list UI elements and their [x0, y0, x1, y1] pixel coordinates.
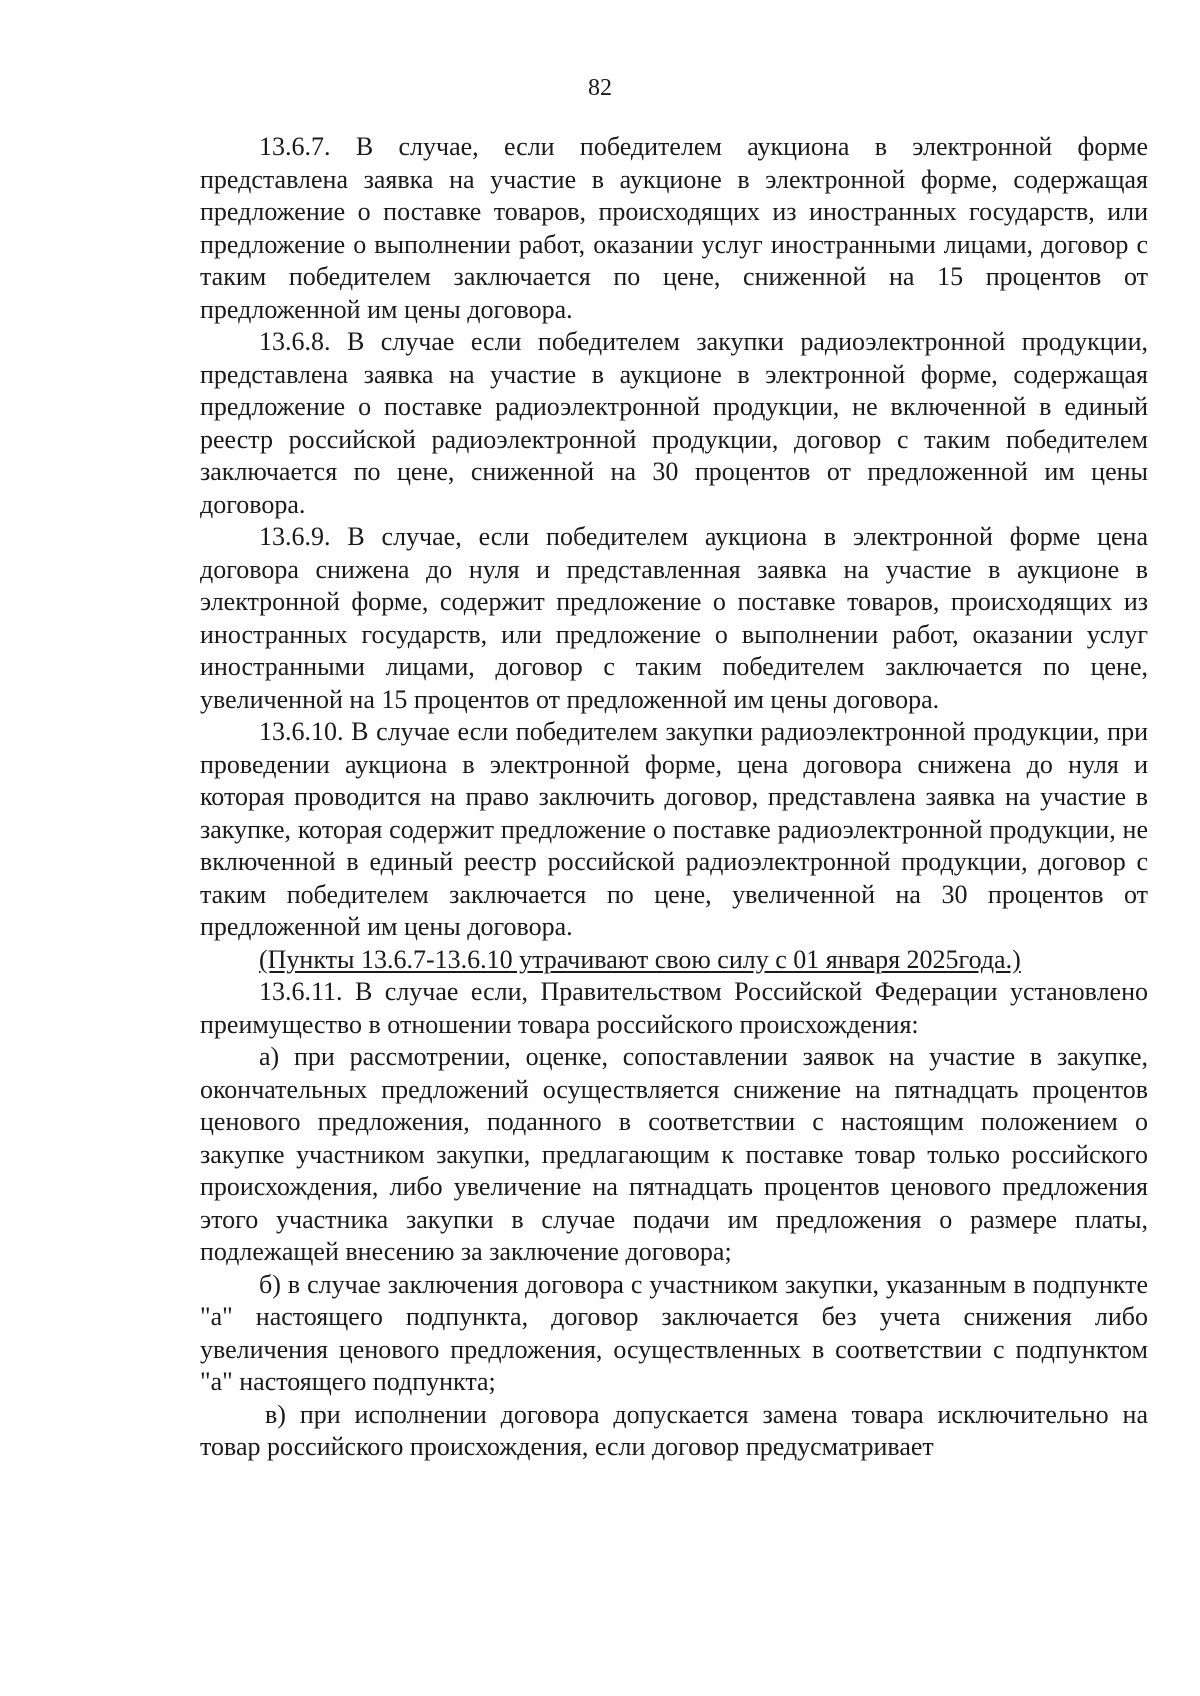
expiry-note: (Пункты 13.6.7-13.6.10 утрачивают свою силу с 01 января 2025года.) — [259, 944, 1021, 974]
paragraph-13-6-10: 13.6.10. В случае если победителем закупки радиоэлектронной продукции, при проведении аукциона в электронной форме, цена договора снижена до нуля и которая проводится на право заключить договор, представлена заявка на участие в закупке, которая содержит предложение о поставке радиоэлектронной продукции, не включенной в единый реестр российской радиоэлектронной продукции, договор с таким победителем заключается по цене, увеличенной на 30 процентов от предложенной им цены договора. — [200, 717, 1148, 941]
subparagraph-v: в) при исполнении договора допускается замена товара исключительно на товар российского происхождения, если договор предусматривает — [200, 1399, 1148, 1461]
paragraph-13-6-8: 13.6.8. В случае если победителем закупки радиоэлектронной продукции, представлена заявка на участие в аукционе в электронной форме, содержащая предложение о поставке радиоэлектронной продукции, не включенной в единый реестр российской радиоэлектронной продукции, договор с таким победителем заключается по цене, сниженной на 30 процентов от предложенной им цены договора. — [200, 327, 1148, 519]
paragraph-13-6-9: 13.6.9. В случае, если победителем аукциона в электронной форме цена договора снижена до нуля и представленная заявка на участие в аукционе в электронной форме, содержит предложение о поставке товаров, происходящих из иностранных государств, или предложение о выполнении работ, оказании услуг иностранными лицами, договор с таким победителем заключается по цене, увеличенной на 15 процентов от предложенной им цены договора. — [200, 522, 1148, 714]
document-body — [200, 131, 1148, 1464]
subparagraph-b: б) в случае заключения договора с участником закупки, указанным в подпункте "а" настоящего подпункта, договор заключается без учета снижения либо увеличения ценового предложения, осуществленных в соответствии с подпунктом "а" настоящего подпункта; — [200, 1269, 1148, 1396]
subparagraph-a: а) при рассмотрении, оценке, сопоставлении заявок на участие в закупке, окончательных предложений осуществляется снижение на пятнадцать процентов ценового предложения, поданного в соответствии с настоящим положением о закупке участником закупки, предлагающим к поставке товар только российского происхождения, либо увеличение на пятнадцать процентов ценового предложения этого участника закупки в случае подачи им предложения о размере платы, подлежащей внесению за заключение договора; — [200, 1042, 1148, 1266]
page-number: 82 — [588, 75, 612, 101]
paragraph-13-6-11: 13.6.11. В случае если, Правительством Российской Федерации установлено преимущество в отношении товара российского происхождения: — [200, 977, 1148, 1039]
paragraph-13-6-7: 13.6.7. В случае, если победителем аукциона в электронной форме представлена заявка на участие в аукционе в электронной форме, содержащая предложение о поставке товаров, происходящих из иностранных государств, или предложение о выполнении работ, оказании услуг иностранными лицами, договор с таким победителем заключается по цене, сниженной на 15 процентов от предложенной им цены договора. — [200, 132, 1148, 324]
